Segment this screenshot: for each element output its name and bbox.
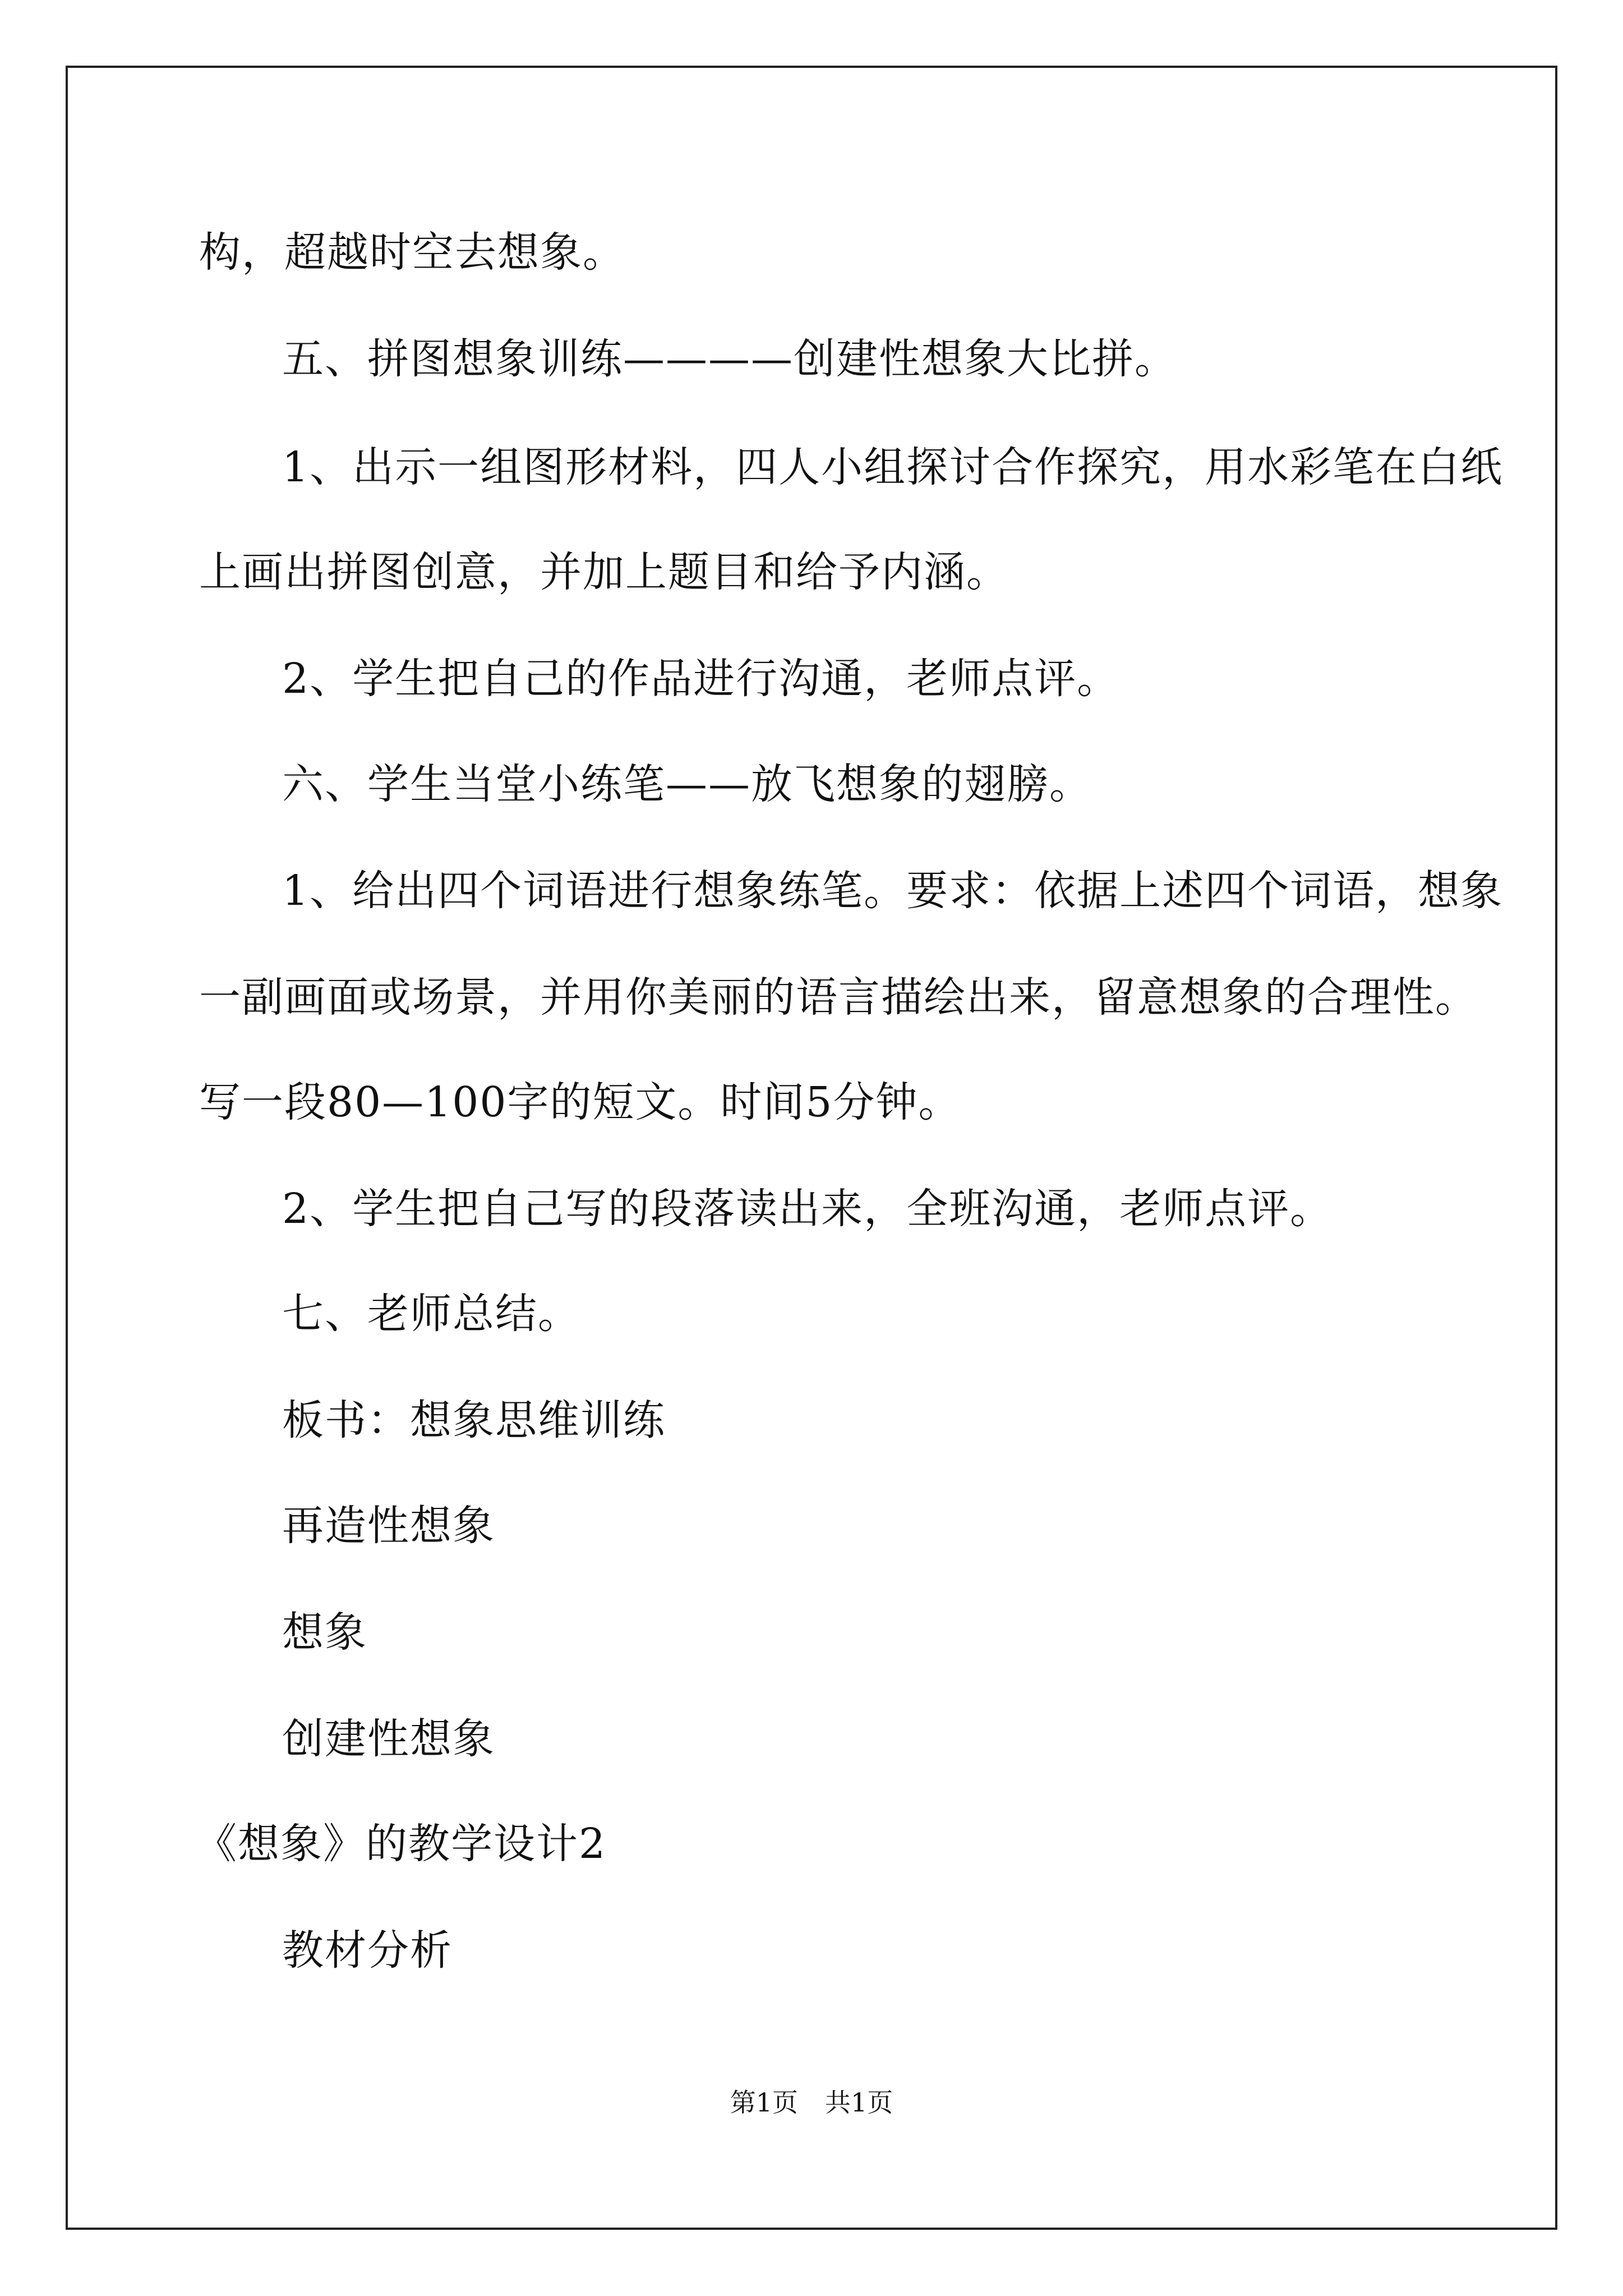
text-line: 板书：想象思维训练 xyxy=(282,1396,666,1444)
text-line: 2、学生把自己写的段落读出来，全班沟通，老师点评。 xyxy=(282,1185,1333,1233)
text-line: 1、给出四个词语进行想象练笔。要求：依据上述四个词语，想象 xyxy=(282,867,1504,915)
text-line: 想象 xyxy=(282,1608,367,1657)
page-number: 第1页 xyxy=(730,2087,798,2118)
section-heading: 六、学生当堂小练笔——放飞想象的翅膀。 xyxy=(282,760,1092,808)
page-total: 共1页 xyxy=(825,2087,893,2118)
text-line: 1、出示一组图形材料，四人小组探讨合作探究，用水彩笔在白纸 xyxy=(282,443,1504,491)
text-line: 创建性想象 xyxy=(282,1715,495,1763)
page-footer xyxy=(0,2086,1623,2119)
text-line: 构，超越时空去想象。 xyxy=(199,228,625,277)
section-heading: 七、老师总结。 xyxy=(282,1290,580,1338)
text-line: 一副画面或场景，并用你美丽的语言描绘出来，留意想象的合理性。 xyxy=(199,973,1478,1022)
text-line: 上画出拼图创意，并加上题目和给予内涵。 xyxy=(199,548,1009,596)
text-line: 2、学生把自己的作品进行沟通，老师点评。 xyxy=(282,655,1120,703)
document-title: 《想象》的教学设计2 xyxy=(195,1820,607,1868)
text-line: 再造性想象 xyxy=(282,1502,495,1550)
page-border xyxy=(66,66,1557,2230)
text-line: 写一段80—100字的短文。时间5分钟。 xyxy=(199,1078,961,1126)
section-heading: 五、拼图想象训练————创建性想象大比拼。 xyxy=(282,335,1177,383)
subheading: 教材分析 xyxy=(282,1926,453,1975)
